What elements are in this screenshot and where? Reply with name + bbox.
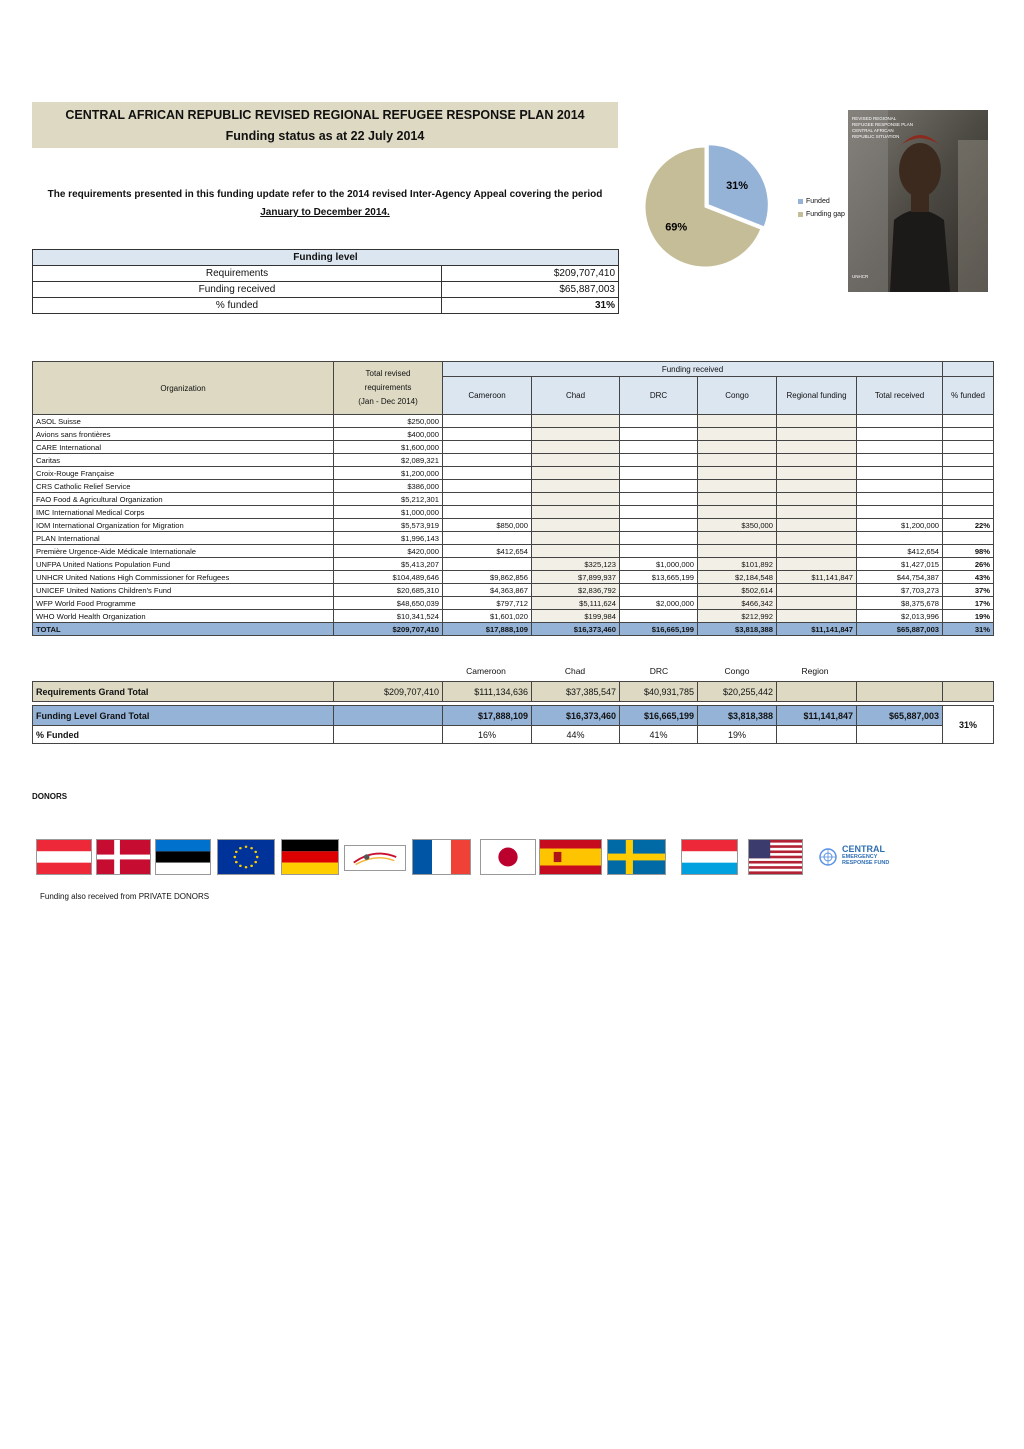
usa-flag-icon <box>748 839 803 875</box>
cell-organization: ASOL Suisse <box>33 415 334 428</box>
cell-organization: Croix-Rouge Française <box>33 467 334 480</box>
cell-tot: $1,427,015 <box>857 558 943 571</box>
cell-pct: 17% <box>943 597 994 610</box>
cell-requirements: $250,000 <box>334 415 443 428</box>
region-label-region: Region <box>801 666 829 676</box>
req-gt-pct <box>943 682 994 702</box>
un-emblem-icon <box>818 847 838 867</box>
cell-pct <box>943 467 994 480</box>
cell-reg <box>777 506 857 519</box>
header-cameroon: Cameroon <box>443 377 532 415</box>
fund-gt-congo: $3,818,388 <box>698 706 777 726</box>
cell-organization: UNFPA United Nations Population Fund <box>33 558 334 571</box>
cell-tot <box>857 506 943 519</box>
germany-flag-icon <box>281 839 339 875</box>
spain-flag-icon <box>539 839 602 875</box>
cell-organization: FAO Food & Agricultural Organization <box>33 493 334 506</box>
cell-cg: $3,818,388 <box>698 623 777 636</box>
cell-requirements: $209,707,410 <box>334 623 443 636</box>
cell-reg <box>777 493 857 506</box>
cell-cg: $212,992 <box>698 610 777 623</box>
funding-pie-chart <box>640 144 770 270</box>
cell-cg <box>698 467 777 480</box>
cell-cg <box>698 428 777 441</box>
cell-pct: 22% <box>943 519 994 532</box>
cell-pct: 19% <box>943 610 994 623</box>
region-label-drc: DRC <box>649 666 669 676</box>
cell-cm: $797,712 <box>443 597 532 610</box>
cell-organization: PLAN International <box>33 532 334 545</box>
cell-pct <box>943 454 994 467</box>
cell-td <box>532 545 620 558</box>
sweden-flag-icon <box>607 839 666 875</box>
cell-cm: $1,601,020 <box>443 610 532 623</box>
cell-cg <box>698 493 777 506</box>
cell-tot <box>857 441 943 454</box>
report-title <box>32 102 618 148</box>
funding-received-value: $65,887,003 <box>442 282 619 298</box>
table-row <box>33 532 994 545</box>
cell-organization: UNICEF United Nations Children's Fund <box>33 584 334 597</box>
region-label-chad: Chad <box>564 666 586 676</box>
cell-tot <box>857 532 943 545</box>
cell-reg <box>777 584 857 597</box>
req-gt-total: $209,707,410 <box>334 682 443 702</box>
header-blank <box>943 362 994 377</box>
grand-totals-table <box>32 681 994 744</box>
cell-drc <box>620 545 698 558</box>
cell-tot <box>857 428 943 441</box>
pct-row-chad: 44% <box>532 726 620 744</box>
cell-td: $199,984 <box>532 610 620 623</box>
title-line-1: CENTRAL AFRICAN REPUBLIC REVISED REGIONAL REFUGEE RESPONSE PLAN 2014 <box>65 108 585 122</box>
cell-tot: $1,200,000 <box>857 519 943 532</box>
cell-pct <box>943 493 994 506</box>
cell-drc <box>620 610 698 623</box>
cerf-line-1: CENTRAL <box>842 844 885 854</box>
cell-requirements: $104,489,646 <box>334 571 443 584</box>
report-cover-image <box>848 110 988 292</box>
cell-requirements: $1,996,143 <box>334 532 443 545</box>
fund-gt-cameroon: $17,888,109 <box>443 706 532 726</box>
intro-period: January to December 2014. <box>260 207 390 218</box>
cell-cg: $2,184,548 <box>698 571 777 584</box>
req-gt-cameroon: $111,134,636 <box>443 682 532 702</box>
cell-reg <box>777 428 857 441</box>
cell-reg <box>777 545 857 558</box>
req-gt-label: Requirements Grand Total <box>33 682 334 702</box>
cerf-logo <box>816 843 896 871</box>
intro-text <box>32 186 618 222</box>
cell-cg: $502,614 <box>698 584 777 597</box>
cell-cg: $350,000 <box>698 519 777 532</box>
cell-pct <box>943 480 994 493</box>
cell-tot <box>857 493 943 506</box>
region-label-cameroon: Cameroon <box>466 666 506 676</box>
cell-requirements: $400,000 <box>334 428 443 441</box>
cell-requirements: $1,200,000 <box>334 467 443 480</box>
cover-caption-line-1: REVISED REGIONAL <box>852 116 897 121</box>
cell-td <box>532 454 620 467</box>
legend-swatch-funded <box>798 199 803 204</box>
table-row <box>33 584 994 597</box>
req-gt-regional <box>777 682 857 702</box>
cell-cg: $101,892 <box>698 558 777 571</box>
cell-cm <box>443 532 532 545</box>
cell-cg <box>698 415 777 428</box>
table-row <box>33 415 994 428</box>
header-chad: Chad <box>532 377 620 415</box>
cell-tot: $44,754,387 <box>857 571 943 584</box>
cell-reg <box>777 519 857 532</box>
cell-requirements: $20,685,310 <box>334 584 443 597</box>
estonia-flag-icon <box>155 839 211 875</box>
austria-flag-icon <box>36 839 92 875</box>
pct-row-blank <box>334 726 443 744</box>
header-funding-received: Funding received <box>443 362 943 377</box>
cell-drc <box>620 454 698 467</box>
table-total-row <box>33 623 994 636</box>
holy-see-emblem-icon <box>344 845 406 871</box>
cell-td: $7,899,937 <box>532 571 620 584</box>
fund-gt-pct: 31% <box>943 706 994 744</box>
cell-pct: 98% <box>943 545 994 558</box>
cell-requirements: $2,089,321 <box>334 454 443 467</box>
cell-cm: $4,363,867 <box>443 584 532 597</box>
requirements-value: $209,707,410 <box>442 266 619 282</box>
cell-requirements: $48,650,039 <box>334 597 443 610</box>
cell-tot: $7,703,273 <box>857 584 943 597</box>
cell-drc <box>620 506 698 519</box>
private-donors-note: Funding also received from PRIVATE DONORS <box>40 892 210 901</box>
cell-organization: IOM International Organization for Migration <box>33 519 334 532</box>
table-row <box>33 558 994 571</box>
cell-organization: WFP World Food Programme <box>33 597 334 610</box>
cell-cm <box>443 480 532 493</box>
legend-item-gap <box>798 208 845 221</box>
cell-cm <box>443 506 532 519</box>
cell-pct: 26% <box>943 558 994 571</box>
cell-reg <box>777 441 857 454</box>
cell-td: $325,123 <box>532 558 620 571</box>
req-gt-total-received <box>857 682 943 702</box>
header-percent-funded: % funded <box>943 377 994 415</box>
cell-reg: $11,141,847 <box>777 623 857 636</box>
cell-reg <box>777 597 857 610</box>
cell-pct: 37% <box>943 584 994 597</box>
legend-label-funded: Funded <box>806 198 830 205</box>
cell-cg <box>698 506 777 519</box>
cell-drc <box>620 584 698 597</box>
pie-legend <box>798 195 845 221</box>
cell-drc <box>620 493 698 506</box>
header-total-req-line-3: (Jan - Dec 2014) <box>358 397 418 406</box>
cell-requirements: $10,341,524 <box>334 610 443 623</box>
legend-swatch-gap <box>798 212 803 217</box>
cell-tot: $65,887,003 <box>857 623 943 636</box>
donors-label: DONORS <box>32 792 68 801</box>
cell-requirements: $1,000,000 <box>334 506 443 519</box>
cell-pct <box>943 532 994 545</box>
cell-td: $16,373,460 <box>532 623 620 636</box>
pct-row-congo: 19% <box>698 726 777 744</box>
funding-level-table <box>32 249 619 314</box>
cell-tot: $8,375,678 <box>857 597 943 610</box>
legend-item-funded <box>798 195 845 208</box>
region-label-congo: Congo <box>724 666 750 676</box>
denmark-flag-icon <box>96 839 151 875</box>
cell-requirements: $1,600,000 <box>334 441 443 454</box>
cell-tot: $412,654 <box>857 545 943 558</box>
cell-drc: $2,000,000 <box>620 597 698 610</box>
cell-reg <box>777 415 857 428</box>
cell-requirements: $386,000 <box>334 480 443 493</box>
cell-cm <box>443 558 532 571</box>
cell-drc <box>620 519 698 532</box>
cell-organization: Première Urgence-Aide Médicale Internationale <box>33 545 334 558</box>
cell-drc <box>620 428 698 441</box>
funding-table <box>32 361 994 636</box>
cell-drc: $1,000,000 <box>620 558 698 571</box>
cell-drc <box>620 467 698 480</box>
cell-organization: CARE International <box>33 441 334 454</box>
eu-flag-icon <box>217 839 275 875</box>
requirements-label: Requirements <box>33 266 442 282</box>
cell-drc <box>620 441 698 454</box>
cell-cm: $412,654 <box>443 545 532 558</box>
header-total-req-line-1: Total revised <box>365 369 411 378</box>
cell-td <box>532 493 620 506</box>
cell-pct: 31% <box>943 623 994 636</box>
cell-organization: TOTAL <box>33 623 334 636</box>
cell-cm <box>443 441 532 454</box>
cell-cm: $9,862,856 <box>443 571 532 584</box>
header-total-req-line-2: requirements <box>364 383 412 392</box>
cell-reg <box>777 467 857 480</box>
cell-cg <box>698 454 777 467</box>
cell-cg <box>698 545 777 558</box>
cover-caption-line-3: CENTRAL AFRICAN <box>852 128 894 133</box>
cell-requirements: $420,000 <box>334 545 443 558</box>
cell-td <box>532 519 620 532</box>
cell-td <box>532 415 620 428</box>
req-gt-drc: $40,931,785 <box>620 682 698 702</box>
table-row <box>33 454 994 467</box>
cell-requirements: $5,413,207 <box>334 558 443 571</box>
cover-caption-line-4: REPUBLIC SITUATION <box>852 134 900 139</box>
table-row <box>33 571 994 584</box>
cell-tot <box>857 415 943 428</box>
cell-pct <box>943 415 994 428</box>
percent-funded-row <box>33 726 994 744</box>
header-total-received: Total received <box>857 377 943 415</box>
cell-organization: Avions sans frontières <box>33 428 334 441</box>
percent-funded-value: 31% <box>442 298 619 314</box>
cell-td <box>532 441 620 454</box>
req-gt-chad: $37,385,547 <box>532 682 620 702</box>
funding-received-label: Funding received <box>33 282 442 298</box>
cell-td <box>532 532 620 545</box>
cell-cm <box>443 415 532 428</box>
fund-gt-total: $65,887,003 <box>857 706 943 726</box>
cell-td: $2,836,792 <box>532 584 620 597</box>
cell-cm: $850,000 <box>443 519 532 532</box>
japan-flag-icon <box>480 839 536 875</box>
table-row <box>33 506 994 519</box>
table-row <box>33 519 994 532</box>
cell-pct <box>943 506 994 519</box>
cell-tot <box>857 480 943 493</box>
fund-gt-blank <box>334 706 443 726</box>
funding-level-title: Funding level <box>33 250 619 266</box>
pct-row-regional <box>777 726 857 744</box>
header-regional: Regional funding <box>777 377 857 415</box>
requirements-grand-total-row <box>33 682 994 702</box>
pct-row-label: % Funded <box>33 726 334 744</box>
cell-tot <box>857 467 943 480</box>
table-row <box>33 545 994 558</box>
cover-unhcr-label: UNHCR <box>852 274 869 279</box>
cell-organization: CRS Catholic Relief Service <box>33 480 334 493</box>
cell-tot: $2,013,996 <box>857 610 943 623</box>
cover-caption <box>852 116 913 140</box>
cell-pct <box>943 428 994 441</box>
cell-cg <box>698 441 777 454</box>
cell-cg <box>698 532 777 545</box>
cell-reg <box>777 480 857 493</box>
cell-organization: IMC International Medical Corps <box>33 506 334 519</box>
pct-row-cameroon: 16% <box>443 726 532 744</box>
cell-pct: 43% <box>943 571 994 584</box>
cell-tot <box>857 454 943 467</box>
pie-label-funded: 31% <box>726 180 749 193</box>
table-row <box>33 480 994 493</box>
header-congo: Congo <box>698 377 777 415</box>
fund-gt-regional: $11,141,847 <box>777 706 857 726</box>
cerf-line-3: RESPONSE FUND <box>842 860 890 866</box>
fund-gt-label: Funding Level Grand Total <box>33 706 334 726</box>
cell-drc: $13,665,199 <box>620 571 698 584</box>
cell-drc <box>620 480 698 493</box>
cell-drc: $16,665,199 <box>620 623 698 636</box>
cerf-line-2: EMERGENCY <box>842 854 878 860</box>
table-row <box>33 610 994 623</box>
cell-td <box>532 506 620 519</box>
cell-cm <box>443 467 532 480</box>
legend-label-gap: Funding gap <box>806 211 845 218</box>
intro-sentence: The requirements presented in this funding update refer to the 2014 revised Inter-Agency Appeal covering the period <box>47 189 603 200</box>
cell-drc <box>620 415 698 428</box>
cell-td <box>532 467 620 480</box>
header-organization: Organization <box>33 362 334 415</box>
title-line-2: Funding status as at 22 July 2014 <box>225 129 425 143</box>
pct-row-total <box>857 726 943 744</box>
cell-organization: UNHCR United Nations High Commissioner for Refugees <box>33 571 334 584</box>
cell-td <box>532 428 620 441</box>
cell-reg: $11,141,847 <box>777 571 857 584</box>
funding-table-body <box>33 415 994 636</box>
fund-gt-drc: $16,665,199 <box>620 706 698 726</box>
france-flag-icon <box>412 839 471 875</box>
header-drc: DRC <box>620 377 698 415</box>
cell-organization: WHO World Health Organization <box>33 610 334 623</box>
cell-cg <box>698 480 777 493</box>
pie-label-gap: 69% <box>665 221 688 234</box>
cell-pct <box>943 441 994 454</box>
cell-td <box>532 480 620 493</box>
cell-requirements: $5,573,919 <box>334 519 443 532</box>
cell-cm <box>443 428 532 441</box>
percent-funded-label: % funded <box>33 298 442 314</box>
cell-cg: $466,342 <box>698 597 777 610</box>
luxembourg-flag-icon <box>681 839 738 875</box>
fund-gt-chad: $16,373,460 <box>532 706 620 726</box>
cell-reg <box>777 454 857 467</box>
header-total-req <box>334 362 443 415</box>
cell-reg <box>777 610 857 623</box>
cell-reg <box>777 532 857 545</box>
funding-grand-total-row <box>33 706 994 726</box>
table-row <box>33 467 994 480</box>
cell-drc <box>620 532 698 545</box>
table-row <box>33 597 994 610</box>
cell-reg <box>777 558 857 571</box>
cell-requirements: $5,212,301 <box>334 493 443 506</box>
cell-cm <box>443 493 532 506</box>
cerf-text <box>842 845 889 866</box>
table-row <box>33 428 994 441</box>
table-row <box>33 493 994 506</box>
cell-cm: $17,888,109 <box>443 623 532 636</box>
cell-cm <box>443 454 532 467</box>
table-row <box>33 441 994 454</box>
cell-td: $5,111,624 <box>532 597 620 610</box>
cover-caption-line-2: REFUGEE RESPONSE PLAN <box>852 122 914 127</box>
cell-organization: Caritas <box>33 454 334 467</box>
req-gt-congo: $20,255,442 <box>698 682 777 702</box>
pct-row-drc: 41% <box>620 726 698 744</box>
